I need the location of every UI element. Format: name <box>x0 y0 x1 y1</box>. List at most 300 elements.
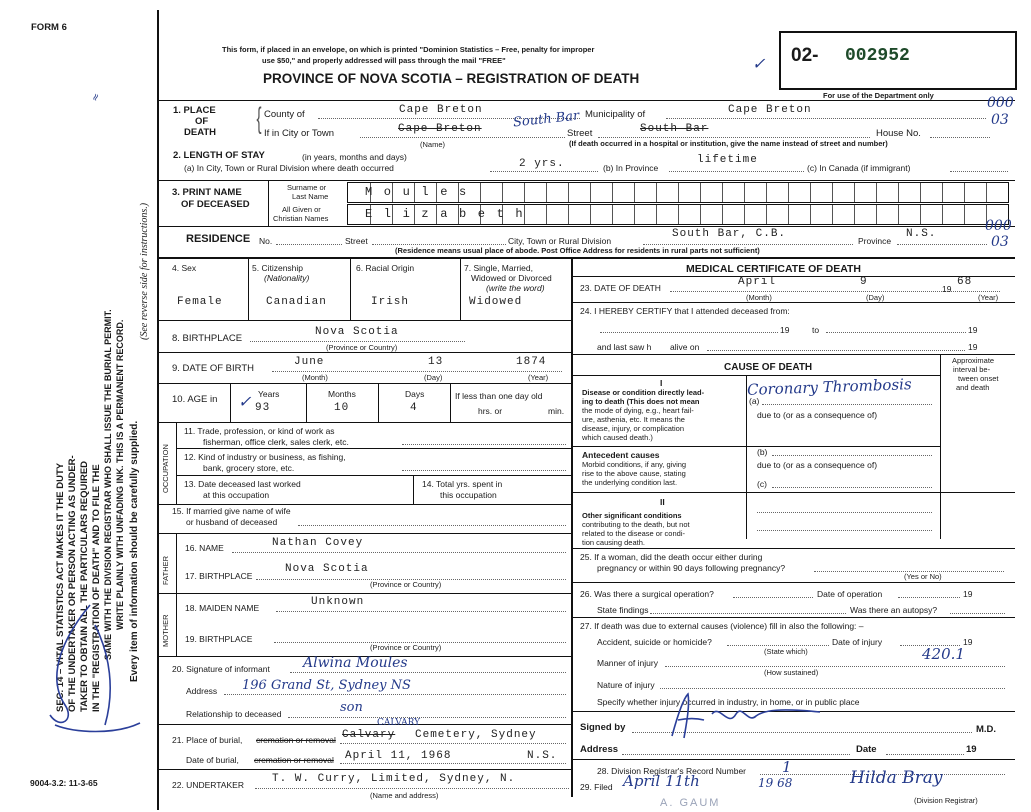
rule <box>413 475 414 504</box>
rule <box>598 137 870 138</box>
letter-cell-divider <box>612 205 613 224</box>
rule <box>665 666 1005 667</box>
rule <box>572 617 1015 618</box>
citizenship-label-1: 5. Citizenship <box>252 263 304 273</box>
birthplace-value: Nova Scotia <box>315 326 399 338</box>
occupation-q14-2: this occupation <box>440 490 497 500</box>
dod-day: 9 <box>860 276 868 288</box>
hospital-note: (If death occurred in a hospital or institution, give the name instead of street and number) <box>569 139 888 148</box>
registration-number: 002952 <box>845 46 910 66</box>
letter-cell-divider <box>502 183 503 202</box>
dob-year: 1874 <box>516 356 547 368</box>
rule <box>350 258 351 320</box>
place-label-2: OF <box>195 116 209 127</box>
burial-date-label: Date of burial, <box>186 755 239 765</box>
dob-month: June <box>294 356 325 368</box>
informant-rel-label: Relationship to deceased <box>186 709 282 719</box>
dob-year-label: (Year) <box>528 373 549 382</box>
roman-2: II <box>660 497 665 507</box>
letter-cell-divider <box>568 205 569 224</box>
letter-cell-divider <box>590 205 591 224</box>
rule <box>232 552 566 553</box>
occupation-q11-2: fisherman, office clerk, sales clerk, etc. <box>203 437 349 447</box>
mother-bp-sub: (Province or Country) <box>370 643 442 652</box>
disease-3: the mode of dying, e.g., heart fail- <box>582 406 694 415</box>
letter-cell-divider <box>898 205 899 224</box>
municipality-value: Cape Breton <box>728 104 812 116</box>
disease-1: Disease or condition directly lead- <box>582 388 705 397</box>
dod-month: April <box>738 276 777 288</box>
rule <box>402 444 566 445</box>
stay-b-label: (b) In Province <box>603 163 659 173</box>
dob-day-label: (Day) <box>424 373 443 382</box>
print-code: 9004-3.2: 11-3-65 <box>30 778 98 788</box>
due-to-1: due to (or as a consequence of) <box>757 410 878 420</box>
ante-2: Morbid conditions, if any, giving <box>582 460 687 469</box>
other-4: tion causing death. <box>582 538 645 547</box>
informant-sig-label: 20. Signature of informant <box>172 664 270 674</box>
rule <box>950 613 1005 614</box>
signed-by-label: Signed by <box>580 722 626 733</box>
q26-label: 26. Was there a surgical operation? <box>580 589 714 599</box>
letter-cell-divider <box>832 205 833 224</box>
other-1: Other significant conditions <box>582 511 682 520</box>
father-bp-sub: (Province or Country) <box>370 580 442 589</box>
marital-label-2: Widowed or Divorced <box>471 273 552 283</box>
stay-sub: (in years, months and days) <box>302 152 407 162</box>
age-days: 4 <box>410 402 418 414</box>
rule <box>360 137 565 138</box>
due-to-2: due to (or as a consequence of) <box>757 460 878 470</box>
stay-a-value: 2 yrs. <box>519 158 565 170</box>
occupation-q13-1: 13. Date deceased last worked <box>184 479 301 489</box>
age-months-label: Months <box>328 389 356 399</box>
print-name-label-1: 3. PRINT NAME <box>172 187 242 198</box>
municipality-label: Municipality of <box>585 109 646 120</box>
nature-label: Nature of injury <box>597 680 655 690</box>
roman-1: I <box>660 378 663 388</box>
cause-a-value: Coronary Thrombosis <box>746 375 912 399</box>
birthplace-label: 8. BIRTHPLACE <box>172 333 243 344</box>
rule <box>159 769 571 770</box>
stay-label: 2. LENGTH OF STAY <box>173 150 265 161</box>
rule <box>159 504 571 505</box>
date-label: Date <box>856 744 877 755</box>
doctor-signature <box>660 684 830 744</box>
letter-cell-divider <box>678 183 679 202</box>
letter-cell-divider <box>942 183 943 202</box>
residence-label: RESIDENCE <box>186 233 251 245</box>
specify-label: Specify whether injury occurred in industry, in home, or in public place <box>597 697 860 707</box>
residence-city-label: City, Town or Rural Division <box>508 236 612 246</box>
letter-cell-divider <box>898 183 899 202</box>
informant-addr-label: Address <box>186 686 218 696</box>
q25-1: 25. If a woman, did the death occur either during <box>580 552 763 562</box>
rule <box>176 448 571 449</box>
rule <box>176 533 177 593</box>
dob-month-label: (Month) <box>302 373 328 382</box>
injury-date-19: 19 <box>963 637 973 647</box>
rule <box>372 244 506 245</box>
letter-cell-divider <box>656 205 657 224</box>
rule <box>159 257 1015 259</box>
rule <box>255 788 569 789</box>
burial-date-struck: cremation or removal <box>254 755 334 765</box>
last-saw-label: and last saw h <box>597 342 652 352</box>
signature-scribble <box>35 595 145 745</box>
side-line-8: (See reverse side for instructions.) <box>139 202 150 340</box>
rule <box>572 302 1015 303</box>
residence-no-label: No. <box>259 236 273 246</box>
left-border <box>157 10 159 810</box>
burial-place: Cemetery, Sydney <box>415 729 537 741</box>
print-name-label-2: OF DECEASED <box>181 199 250 210</box>
rule <box>572 276 1015 277</box>
residence-note: (Residence means usual place of abode. Post Office Address for residents in rural parts not sufficient) <box>395 246 760 255</box>
rule <box>272 371 562 372</box>
envelope-note-2: use $50," and properly addressed will pass through the mail "FREE" <box>262 56 506 65</box>
letter-cell-divider <box>700 183 701 202</box>
county-label: County of <box>264 109 305 120</box>
rule <box>650 613 846 614</box>
q27-label: 27. If death was due to external causes (violence) fill in also the following: – <box>580 621 864 631</box>
alive-on-label: alive on <box>670 342 700 352</box>
city-handwritten: South Bar <box>512 108 580 131</box>
rule <box>572 446 940 447</box>
letter-cell-divider <box>678 205 679 224</box>
filed-date: April 11th <box>623 772 700 790</box>
undertaker-label: 22. UNDERTAKER <box>172 780 244 790</box>
letter-cell-divider <box>986 183 987 202</box>
age-min-label: min. <box>548 406 565 416</box>
racial-label: 6. Racial Origin <box>356 263 415 273</box>
date-19: 19 <box>966 744 977 755</box>
rule <box>248 258 249 320</box>
sex-label: 4. Sex <box>172 263 197 273</box>
md-label: M.D. <box>976 724 997 735</box>
rule <box>306 384 307 422</box>
rule <box>490 171 598 172</box>
surname-label-2: Last Name <box>292 192 329 201</box>
rule <box>826 332 966 333</box>
spouse-q15-1: 15. If married give name of wife <box>172 506 291 516</box>
cause-title: CAUSE OF DEATH <box>724 362 813 373</box>
informant-signature: Alwina Moules <box>303 655 408 671</box>
letter-cell-divider <box>722 205 723 224</box>
record-number-label: 28. Division Registrar's Record Number <box>597 766 747 776</box>
record-number: 1 <box>782 758 792 776</box>
address-label: Address <box>580 744 619 755</box>
ante-4: the underlying condition last. <box>582 478 678 487</box>
age-months: 10 <box>334 402 350 414</box>
letter-cell-divider <box>920 205 921 224</box>
letter-cell-divider <box>744 205 745 224</box>
rule <box>600 332 778 333</box>
father-bp-label: 17. BIRTHPLACE <box>185 571 253 581</box>
county-value: Cape Breton <box>399 104 483 116</box>
approx-3: tween onset <box>958 374 999 383</box>
occupation-side-label: OCCUPATION <box>161 444 170 493</box>
place-code-b: 03 <box>991 112 1009 128</box>
rule <box>230 384 231 422</box>
rule <box>643 244 853 245</box>
rule <box>176 422 177 504</box>
citizenship-label-2: (Nationality) <box>264 273 310 283</box>
surname-value: Moules <box>365 185 478 199</box>
letter-cell-divider <box>810 205 811 224</box>
rule <box>707 350 965 351</box>
age-check: ✓ <box>238 392 252 411</box>
undertaker-value: T. W. Curry, Limited, Sydney, N. <box>272 773 516 785</box>
rule <box>298 525 566 526</box>
side-line-3: TAKER TO OBTAIN ALL THE PARTICULARS REQUIRED <box>79 460 90 712</box>
street-label: Street <box>567 128 593 139</box>
letter-cell-divider <box>920 183 921 202</box>
letter-cell-divider <box>810 183 811 202</box>
page-title: PROVINCE OF NOVA SCOTIA – REGISTRATION OF DEATH <box>263 71 640 86</box>
rule <box>290 672 566 673</box>
surname-label-1: Surname or <box>287 183 327 192</box>
dod-year: 68 <box>957 276 973 288</box>
place-label-1: 1. PLACE <box>173 105 216 116</box>
occupation-q13-2: at this occupation <box>203 490 270 500</box>
certify-label: 24. I HEREBY CERTIFY that I attended deceased from: <box>580 306 790 316</box>
letter-cell-divider <box>700 205 701 224</box>
burial-place-struck: Calvary <box>342 729 396 741</box>
age-days-label: Days <box>405 389 425 399</box>
letter-cell-divider <box>546 183 547 202</box>
house-label: House No. <box>876 128 921 139</box>
rule <box>288 717 566 718</box>
op-date-label: Date of operation <box>817 589 883 599</box>
letter-cell-divider <box>634 183 635 202</box>
rule <box>666 118 986 119</box>
ante-3: rise to the above cause, stating <box>582 469 686 478</box>
residence-province: N.S. <box>906 228 937 240</box>
father-name-label: 16. NAME <box>185 543 224 553</box>
rule <box>268 180 269 226</box>
letter-cell-divider <box>876 205 877 224</box>
dob-label: 9. DATE OF BIRTH <box>172 363 254 374</box>
rule <box>757 512 932 513</box>
approx-1: Approximate <box>952 356 995 365</box>
letter-cell-divider <box>612 183 613 202</box>
envelope-note-1: This form, if placed in an envelope, on which is printed "Dominion Statistics – Free, penalty for improper <box>222 45 595 54</box>
rule <box>450 384 451 422</box>
check-mark: ✓ <box>752 54 766 73</box>
occupation-q12-1: 12. Kind of industry or business, as fishing, <box>184 452 346 462</box>
rule <box>276 244 342 245</box>
rule <box>571 257 573 797</box>
rule <box>572 759 1015 760</box>
registrar-signature: Hilda Bray <box>850 768 943 788</box>
occupation-q12-2: bank, grocery store, etc. <box>203 463 295 473</box>
letter-cell-divider <box>480 183 481 202</box>
rule <box>940 354 941 539</box>
rule <box>159 100 1015 101</box>
mother-side-label: MOTHER <box>161 614 170 647</box>
occupation-q14-1: 14. Total yrs. spent in <box>422 479 503 489</box>
rule <box>159 226 1015 227</box>
rule <box>378 384 379 422</box>
letter-cell-divider <box>546 205 547 224</box>
rule <box>572 548 1015 549</box>
informant-relationship: son <box>340 700 363 715</box>
other-3: related to the disease or condi- <box>582 529 685 538</box>
initials-scribble: ≈ <box>89 91 103 104</box>
side-line-2: OF THE UNDERTAKER OR PERSON ACTING AS UNDER- <box>67 455 78 712</box>
rule <box>572 492 1015 493</box>
mother-maiden: Unknown <box>311 596 365 608</box>
side-line-4: IN THE "REGISTRATION OF DEATH" AND TO FILE THE <box>91 464 102 712</box>
spouse-q15-2: or husband of deceased <box>186 517 278 527</box>
father-side-label: FATHER <box>161 555 170 585</box>
letter-cell-divider <box>788 205 789 224</box>
letter-cell-divider <box>744 183 745 202</box>
undertaker-sub: (Name and address) <box>370 791 439 800</box>
mother-bp-label: 19. BIRTHPLACE <box>185 634 253 644</box>
father-name: Nathan Covey <box>272 537 364 549</box>
rule <box>733 597 813 598</box>
accident-label: Accident, suicide or homicide? <box>597 637 712 647</box>
citizenship-value: Canadian <box>266 296 327 308</box>
cause-a-label: (a) <box>749 396 760 406</box>
rule <box>762 404 932 405</box>
state-which-label: (State which) <box>764 647 808 656</box>
age-years-label: Years <box>258 389 280 399</box>
letter-cell-divider <box>942 205 943 224</box>
letter-cell-divider <box>634 205 635 224</box>
marital-value: Widowed <box>469 296 523 308</box>
letter-cell-divider <box>964 183 965 202</box>
stay-c-label: (c) In Canada (if immigrant) <box>807 163 911 173</box>
rule <box>572 354 1015 355</box>
rule <box>930 137 990 138</box>
disease-4: ure, asthenia, etc. It means the <box>582 415 685 424</box>
rule <box>402 470 566 471</box>
brace: { <box>256 102 262 135</box>
letter-cell-divider <box>854 183 855 202</box>
marital-label-3: (write the word) <box>486 283 545 293</box>
approx-2: interval be- <box>953 365 991 374</box>
disease-6: which caused death.) <box>582 433 653 442</box>
medical-title: MEDICAL CERTIFICATE OF DEATH <box>686 263 861 275</box>
letter-cell-divider <box>568 183 569 202</box>
residence-code-b: 03 <box>991 234 1009 250</box>
stay-b-value: lifetime <box>697 154 758 166</box>
yes-no-label: (Yes or No) <box>904 572 942 581</box>
rule <box>159 320 571 321</box>
city-struck: Cape Breton <box>398 123 482 135</box>
rule <box>772 487 932 488</box>
dod-day-label: (Day) <box>866 293 885 302</box>
certify-to: to <box>812 325 820 335</box>
given-label-2: Christian Names <box>273 214 329 223</box>
how-sustained-label: (How sustained) <box>764 668 819 677</box>
rule <box>340 763 566 764</box>
rule <box>159 593 571 594</box>
letter-cell-divider <box>854 205 855 224</box>
dod-label: 23. DATE OF DEATH <box>580 283 661 293</box>
letter-cell-divider <box>832 183 833 202</box>
rule <box>159 352 571 353</box>
rule <box>159 422 571 423</box>
sex-value: Female <box>177 296 223 308</box>
letter-cell-divider <box>590 183 591 202</box>
rule <box>727 645 829 646</box>
rule <box>460 258 461 320</box>
rule <box>757 530 932 531</box>
rule <box>898 597 960 598</box>
certify-19b: 19 <box>968 325 978 335</box>
rule <box>669 171 804 172</box>
informant-address: 196 Grand St, Sydney NS <box>242 678 411 693</box>
rule <box>250 341 465 342</box>
side-line-6: WRITE PLAINLY WITH UNFADING INK. THIS IS A PERMANENT RECORD. <box>115 319 125 630</box>
given-value: Elizabeth <box>365 207 535 221</box>
rule <box>897 244 987 245</box>
cause-c-label: (c) <box>757 479 767 489</box>
rule <box>746 375 747 539</box>
letter-cell-divider <box>788 183 789 202</box>
rule <box>159 724 571 725</box>
place-code-a: 000 <box>987 95 1014 111</box>
birthplace-sub: (Province or Country) <box>326 343 398 352</box>
dod-month-label: (Month) <box>746 293 772 302</box>
letter-cell-divider <box>876 183 877 202</box>
age-hrs-label: hrs. or <box>478 406 503 416</box>
letter-cell-divider <box>766 183 767 202</box>
letter-cell-divider <box>722 183 723 202</box>
rule <box>159 180 1015 181</box>
burial-date: April 11, 1968 <box>345 750 452 762</box>
letter-cell-divider <box>524 183 525 202</box>
autopsy-label: Was there an autopsy? <box>850 605 938 615</box>
burial-cremation-struck: cremation or removal <box>256 735 336 745</box>
dod-year-label: (Year) <box>978 293 999 302</box>
rule <box>176 475 571 476</box>
rule <box>772 455 932 456</box>
letter-cell-divider <box>766 205 767 224</box>
injury-date-label: Date of injury <box>832 637 883 647</box>
dod-year-prefix: 19 <box>942 284 952 294</box>
other-2: contributing to the death, but not <box>582 520 690 529</box>
city-label: If in City or Town <box>264 128 335 139</box>
manner-label: Manner of injury <box>597 658 658 668</box>
residence-code-a: 000 <box>985 218 1012 234</box>
occupation-q11-1: 11. Trade, profession, or kind of work as <box>184 426 335 436</box>
street-struck: South Bar <box>640 123 709 135</box>
city-name-label: (Name) <box>420 140 446 149</box>
op-date-19: 19 <box>963 589 973 599</box>
side-line-5: SAME WITH THE DIVISION REGISTRAR WHO SHALL ISSUE THE BURIAL PERMIT. <box>103 309 113 660</box>
cause-code: 420.1 <box>922 645 965 663</box>
rule <box>886 754 964 755</box>
age-label: 10. AGE in <box>172 394 218 405</box>
racial-value: Irish <box>371 296 410 308</box>
residence-province-label: Province <box>858 236 892 246</box>
age-under-label: If less than one day old <box>455 391 543 401</box>
disease-5: disease, injury, or complication <box>582 424 684 433</box>
form-number: FORM 6 <box>31 22 67 33</box>
marital-label-1: 7. Single, Married, <box>464 263 533 273</box>
registrar-label: (Division Registrar) <box>914 796 978 805</box>
residence-city: South Bar, C.B. <box>672 228 787 240</box>
age-years: 93 <box>255 402 271 414</box>
rule <box>159 533 571 534</box>
rule <box>622 754 850 755</box>
given-label-1: All Given or <box>282 205 321 214</box>
